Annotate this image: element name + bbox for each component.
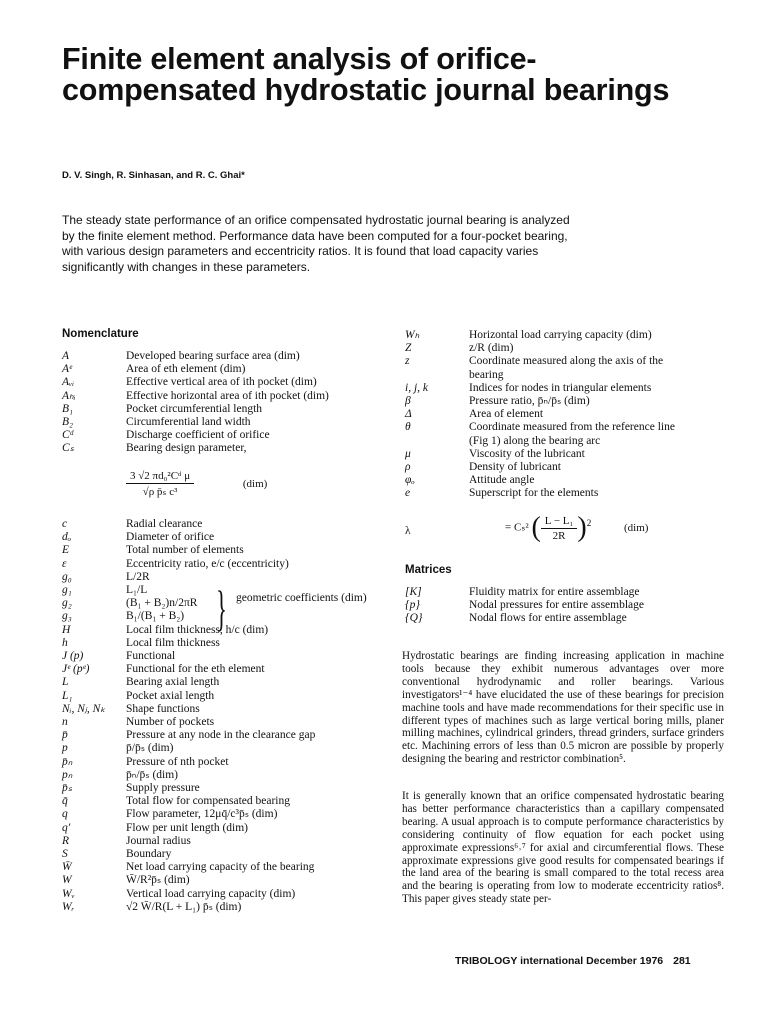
nomenclature-entry — [62, 624, 392, 637]
nomenclature-entry — [405, 369, 725, 382]
nomenclature-symbol: Δ — [405, 408, 412, 421]
page-footer — [455, 955, 691, 967]
nomenclature-symbol: ε — [62, 557, 67, 570]
nomenclature-symbol: g₀ — [62, 570, 72, 583]
nomenclature-definition: Area of eth element (dim) — [126, 363, 246, 376]
nomenclature-symbol: p̄ₙ — [62, 755, 73, 768]
nomenclature-definition: Horizontal load carrying capacity (dim) — [469, 329, 652, 341]
nomenclature-symbol — [405, 369, 469, 382]
nomenclature-list-bottom — [62, 518, 392, 914]
nomenclature-definition: Journal radius — [126, 834, 191, 847]
matrices-list — [405, 586, 725, 626]
nomenclature-definition: Discharge coefficient of orifice — [126, 429, 270, 442]
nomenclature-entry — [405, 487, 725, 500]
nomenclature-symbol: Wᵥ — [62, 887, 75, 900]
nomenclature-symbol: g₁ — [62, 584, 72, 597]
nomenclature-entry — [405, 342, 725, 355]
nomenclature-definition: L/2R — [126, 570, 150, 583]
nomenclature-definition: Net load carrying capacity of the bearing — [126, 861, 315, 874]
nomenclature-symbol: h — [62, 636, 68, 649]
nomenclature-entry — [62, 376, 392, 389]
nomenclature-entry — [62, 558, 392, 571]
nomenclature-definition: Effective horizontal area of ith pocket (dim) — [126, 389, 329, 402]
nomenclature-definition: Pocket axial length — [126, 689, 215, 702]
nomenclature-symbol: Aᵉ — [62, 363, 73, 376]
nomenclature-definition: Coordinate measured from the reference line — [469, 421, 675, 434]
nomenclature-entry — [62, 742, 392, 755]
nomenclature-definition: Pressure of nth pocket — [126, 755, 229, 768]
nomenclature-entry — [62, 901, 392, 914]
nomenclature-entry — [62, 822, 392, 835]
cs-formula-unit: (dim) — [242, 477, 268, 490]
nomenclature-symbol: Cᵈ — [62, 429, 74, 442]
nomenclature-list-right — [405, 329, 725, 501]
nomenclature-entry — [62, 350, 392, 363]
nomenclature-entry — [62, 416, 392, 429]
nomenclature-entry — [62, 650, 392, 663]
nomenclature-entry — [62, 363, 392, 376]
nomenclature-entry — [405, 355, 725, 368]
nomenclature-definition: Pressure ratio, p̄ₙ/p̄ₛ (dim) — [469, 395, 590, 408]
nomenclature-entry — [62, 756, 392, 769]
nomenclature-entry — [62, 403, 392, 416]
nomenclature-entry — [62, 518, 392, 531]
nomenclature-definition: Circumferential land width — [126, 416, 251, 429]
nomenclature-symbol: pₙ — [62, 768, 73, 781]
nomenclature-definition: Pressure at any node in the clearance gap — [126, 729, 316, 742]
lambda-unit: (dim) — [624, 521, 649, 534]
nomenclature-entry — [62, 390, 392, 403]
nomenclature-definition: B₁/(B₁ + B₂) — [126, 610, 185, 623]
nomenclature-entry — [62, 571, 392, 584]
nomenclature-definition: Developed bearing surface area (dim) — [126, 350, 300, 362]
nomenclature-definition: Indices for nodes in triangular elements — [469, 381, 652, 394]
nomenclature-definition: Superscript for the elements — [469, 487, 599, 500]
abstract: The steady state performance of an orifice compensated hydrostatic journal bearing is analyzed by the finite element method. Performance data have been computed for a four-pocket bearing, with various design parameters and eccentricity ratios. It is found that load capacity varies significantly with changes in these parameters. — [62, 213, 570, 274]
nomenclature-symbol: p̄ — [62, 729, 68, 742]
nomenclature-symbol: ρ — [405, 461, 411, 474]
nomenclature-symbol: μ — [405, 447, 411, 460]
nomenclature-symbol: W̄ — [62, 861, 72, 874]
nomenclature-symbol: J (p) — [62, 650, 84, 663]
nomenclature-entry — [405, 382, 725, 395]
nomenclature-definition: Pocket circumferential length — [126, 402, 263, 415]
body-paragraph-1: Hydrostatic bearings are finding increasing application in machine tools because they exhibit numerous advantages over more conventional hydrodynamic and roller bearings. Various investigators¹⁻⁴ have elucidated the use of these bearings for precision machine tools and have made recommendations for their specific use in different types of machines such as large vertical boring mills, planer milling machines, cylindrical grinders, thread grinders, surface grinders etc. Machining errors of less than 0.5 micron are possible by properly designing the bearing and restrictor combination⁵. — [402, 650, 724, 766]
nomenclature-entry — [405, 421, 725, 434]
nomenclature-entry — [62, 769, 392, 782]
nomenclature-definition: Coordinate measured along the axis of the — [469, 355, 664, 368]
nomenclature-definition: p̄ₙ/p̄ₛ (dim) — [126, 768, 178, 781]
nomenclature-entry — [62, 663, 392, 676]
nomenclature-symbol: q̄ — [62, 795, 68, 808]
lambda-numerator: L − L₁ — [541, 515, 578, 529]
lambda-denominator: 2R — [552, 529, 566, 542]
matrices-heading: Matrices — [405, 564, 452, 576]
nomenclature-entry — [62, 610, 392, 623]
nomenclature-symbol: φₒ — [405, 474, 415, 487]
nomenclature-definition: L₁/L — [126, 584, 148, 597]
footer-page-number: 281 — [673, 955, 691, 967]
nomenclature-definition: Fluidity matrix for entire assemblage — [469, 586, 640, 598]
nomenclature-symbol: H — [62, 623, 71, 636]
nomenclature-entry — [62, 716, 392, 729]
nomenclature-entry — [62, 835, 392, 848]
body-paragraph-2: It is generally known that an orifice compensated hydrostatic bearing has better performance characteristics than a capillary compensated bearing. A usual approach is to compute performance characteristics by considering continuity of flow equation for each pocket using approximate expressions⁶˒⁷ for axial and circumferential flows. These approximate expressions give good results for compensated bearings if the land area of the bearing is small compared to the total recess area and the bearing is operating from low to moderate eccentricity ratios⁸. This paper gives steady state per- — [402, 790, 724, 906]
nomenclature-definition: Functional — [126, 650, 176, 663]
nomenclature-definition: Bearing design parameter, — [126, 442, 247, 455]
nomenclature-entry — [62, 544, 392, 557]
nomenclature-definition: Density of lubricant — [469, 461, 561, 474]
nomenclature-symbol: [K] — [405, 586, 422, 598]
nomenclature-definition: Diameter of orifice — [126, 531, 215, 544]
nomenclature-definition: Effective vertical area of ith pocket (dim) — [126, 376, 317, 389]
nomenclature-symbol: q — [62, 808, 68, 821]
nomenclature-symbol: Aₕᵢ — [62, 389, 76, 402]
nomenclature-entry — [62, 429, 392, 442]
cs-formula-denominator: √ρ p̄ₛ c³ — [142, 486, 178, 498]
lambda-symbol: λ — [405, 525, 411, 537]
nomenclature-entry — [62, 637, 392, 650]
article-title: Finite element analysis of orifice-compensated hydrostatic journal bearings — [62, 42, 670, 107]
nomenclature-symbol: dₒ — [62, 531, 72, 544]
nomenclature-entry — [62, 795, 392, 808]
nomenclature-definition: Eccentricity ratio, e/c (eccentricity) — [126, 557, 289, 570]
nomenclature-entry — [405, 435, 725, 448]
nomenclature-symbol: g₂ — [62, 597, 72, 610]
nomenclature-symbol: L — [62, 676, 69, 689]
lambda-power: 2 — [586, 517, 592, 528]
nomenclature-symbol: e — [405, 487, 411, 500]
nomenclature-definition: z/R (dim) — [469, 342, 514, 355]
nomenclature-symbol: c — [62, 518, 68, 530]
nomenclature-entry — [62, 874, 392, 887]
nomenclature-symbol: n — [62, 716, 68, 729]
nomenclature-definition: √2 W̄/R(L + L₁) p̄ₛ (dim) — [126, 900, 242, 913]
nomenclature-definition: Total flow for compensated bearing — [126, 795, 290, 808]
nomenclature-entry — [405, 586, 725, 599]
nomenclature-symbol: L₁ — [62, 689, 73, 702]
nomenclature-list-top — [62, 350, 392, 456]
nomenclature-entry — [405, 612, 725, 625]
nomenclature-definition: W̄/R²p̄ₛ (dim) — [126, 874, 190, 887]
nomenclature-symbol: p — [62, 742, 68, 755]
cs-formula-numerator: 3 √2 πd₀²Cᵈ μ — [126, 470, 194, 484]
nomenclature-symbol: z — [405, 355, 410, 368]
nomenclature-symbol: Z — [405, 342, 412, 355]
nomenclature-definition: Boundary — [126, 848, 172, 861]
nomenclature-definition: Shape functions — [126, 702, 200, 715]
nomenclature-symbol: W — [62, 874, 72, 887]
authors: D. V. Singh, R. Sinhasan, and R. C. Ghai* — [62, 170, 245, 181]
footer-journal: TRIBOLOGY international December 1976 — [455, 955, 664, 967]
nomenclature-entry — [405, 474, 725, 487]
nomenclature-definition: Number of pockets — [126, 716, 215, 729]
nomenclature-symbol: {p} — [405, 599, 420, 612]
nomenclature-entry — [62, 782, 392, 795]
nomenclature-definition: Local film thickness, h/c (dim) — [126, 623, 269, 636]
nomenclature-entry — [405, 461, 725, 474]
nomenclature-symbol — [405, 435, 469, 448]
nomenclature-entry — [62, 703, 392, 716]
nomenclature-definition: Functional for the eth element — [126, 663, 265, 676]
nomenclature-definition: Total number of elements — [126, 544, 244, 557]
nomenclature-symbol: S — [62, 848, 68, 861]
nomenclature-heading: Nomenclature — [62, 328, 139, 340]
nomenclature-symbol: E — [62, 544, 70, 557]
geometric-brace: } — [216, 580, 227, 636]
geometric-note: geometric coefficients (dim) — [236, 592, 367, 604]
nomenclature-symbol: Nᵢ, Nⱼ, Nₖ — [62, 702, 106, 715]
nomenclature-symbol: p̄ₛ — [62, 782, 73, 795]
nomenclature-definition: p̄/p̄ₛ (dim) — [126, 742, 174, 755]
nomenclature-symbol: {Q} — [405, 612, 423, 625]
nomenclature-definition: Local film thickness — [126, 636, 220, 649]
nomenclature-definition: Area of element — [469, 408, 544, 421]
nomenclature-symbol: A — [62, 350, 70, 362]
nomenclature-definition: Nodal flows for entire assemblage — [469, 612, 627, 625]
lambda-lhs: = Cₛ² — [505, 521, 529, 534]
nomenclature-symbol: q′ — [62, 821, 71, 834]
nomenclature-symbol: θ — [405, 421, 411, 434]
nomenclature-entry — [62, 676, 392, 689]
nomenclature-definition: Flow parameter, 12μq̄/c³p̄ₛ (dim) — [126, 808, 278, 821]
cs-formula — [126, 470, 267, 498]
nomenclature-entry — [62, 531, 392, 544]
nomenclature-definition: Vertical load carrying capacity (dim) — [126, 887, 296, 900]
nomenclature-entry — [405, 395, 725, 408]
nomenclature-entry — [62, 690, 392, 703]
lambda-formula: = Cₛ² ( $\frac{\text{L − L₁}}{2R}$ )$^2$ (dim) — [505, 512, 649, 543]
nomenclature-symbol: R — [62, 834, 70, 847]
nomenclature-symbol: Wₕ — [405, 329, 420, 341]
nomenclature-entry — [62, 861, 392, 874]
nomenclature-symbol: B₂ — [62, 416, 74, 429]
nomenclature-symbol: Aᵥᵢ — [62, 376, 75, 389]
nomenclature-entry — [405, 329, 725, 342]
nomenclature-definition: (Fig 1) along the bearing arc — [469, 434, 601, 447]
nomenclature-symbol: β — [405, 395, 411, 408]
nomenclature-symbol: g₃ — [62, 610, 72, 623]
nomenclature-definition: Viscosity of the lubricant — [469, 447, 585, 460]
nomenclature-symbol: Jᵉ (pᵉ) — [62, 663, 90, 676]
nomenclature-definition: (B₁ + B₂)n/2πR — [126, 597, 198, 610]
nomenclature-definition: Nodal pressures for entire assemblage — [469, 599, 644, 612]
nomenclature-entry — [405, 448, 725, 461]
nomenclature-entry — [62, 808, 392, 821]
nomenclature-entry — [62, 729, 392, 742]
nomenclature-definition: Supply pressure — [126, 782, 200, 795]
nomenclature-entry — [62, 848, 392, 861]
nomenclature-entry — [405, 599, 725, 612]
nomenclature-definition: Radial clearance — [126, 518, 203, 530]
nomenclature-definition: bearing — [469, 368, 504, 381]
nomenclature-definition: Attitude angle — [469, 474, 535, 487]
nomenclature-symbol: Wᵣ — [62, 900, 75, 913]
nomenclature-symbol: Cₛ — [62, 442, 74, 455]
nomenclature-symbol: i, j, k — [405, 381, 428, 394]
nomenclature-symbol: B₁ — [62, 402, 74, 415]
nomenclature-definition: Bearing axial length — [126, 676, 220, 689]
nomenclature-entry — [405, 408, 725, 421]
nomenclature-entry — [62, 888, 392, 901]
nomenclature-definition: Flow per unit length (dim) — [126, 821, 249, 834]
nomenclature-entry — [62, 442, 392, 455]
